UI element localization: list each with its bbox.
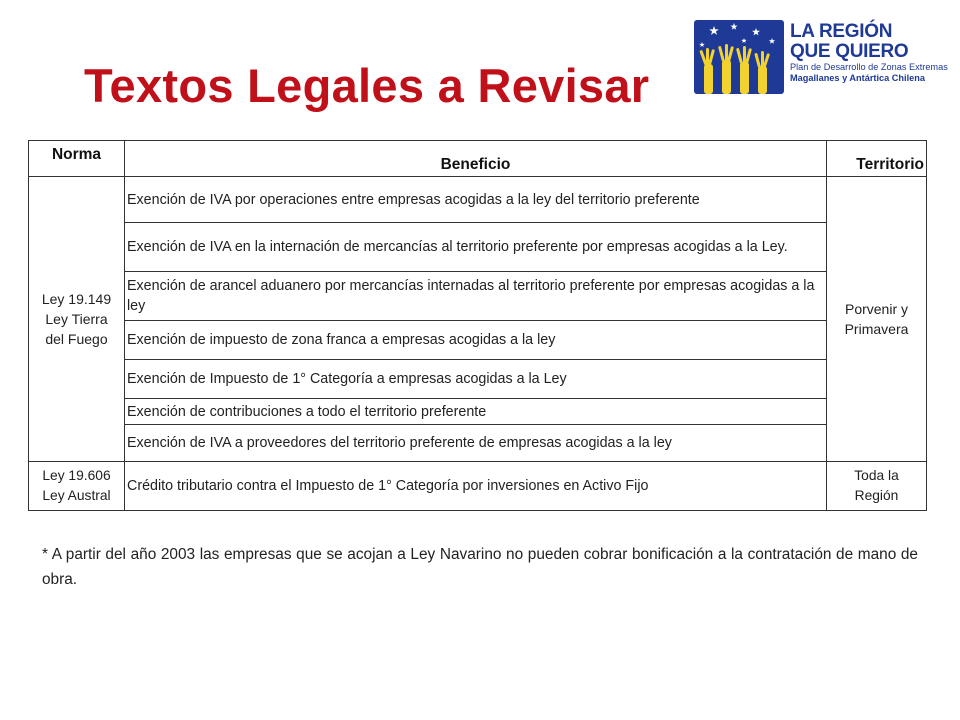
beneficio-cell: Exención de contribuciones a todo el territorio preferente (125, 399, 827, 425)
header-beneficio: Beneficio (125, 141, 827, 177)
logo (694, 20, 948, 94)
norma-ley-19149 (29, 177, 125, 462)
table-row (29, 177, 927, 223)
table-row (29, 399, 927, 425)
territorio-line: Región (854, 488, 899, 503)
logo-region: Magallanes y Antártica Chilena (790, 73, 925, 83)
norma-ley-19606 (29, 462, 125, 511)
territorio-porvenir-primavera (827, 177, 927, 462)
norma-line: Ley 19.606 (42, 468, 111, 483)
beneficio-cell: Crédito tributario contra el Impuesto de 1° Categoría por inversiones en Activo Fijo (125, 462, 827, 511)
table-row (29, 272, 927, 321)
territorio-line: Porvenir y (844, 301, 909, 317)
table-row (29, 462, 927, 511)
table-header-row (29, 141, 927, 177)
beneficio-cell: Exención de IVA a proveedores del territorio preferente de empresas acogidas a la ley (125, 425, 827, 462)
beneficio-cell: Exención de Impuesto de 1° Categoría a empresas acogidas a la Ley (125, 360, 827, 399)
header-norma: Norma (29, 141, 125, 177)
logo-title-line1: LA REGIÓN (790, 21, 893, 42)
norma-line: Ley Austral (42, 488, 111, 503)
beneficio-cell: Exención de IVA en la internación de mercancías al territorio preferente por empresas acogidas a la Ley. (125, 223, 827, 272)
legal-texts-table (28, 140, 927, 511)
hands-logo-icon (694, 20, 784, 94)
beneficio-cell: Exención de arancel aduanero por mercancías internadas al territorio preferente por empresas acogidas a la ley (125, 272, 827, 321)
table-row (29, 425, 927, 462)
logo-subtitle: Plan de Desarrollo de Zonas Extremas (790, 62, 948, 72)
page-title: Textos Legales a Revisar (84, 59, 650, 112)
territorio-toda-region (827, 462, 927, 511)
norma-line: Ley Tierra (45, 311, 108, 327)
beneficio-cell: Exención de IVA por operaciones entre empresas acogidas a la ley del territorio preferente (125, 177, 827, 223)
table-row (29, 223, 927, 272)
logo-title-line2: QUE QUIERO (790, 41, 909, 62)
table-row (29, 321, 927, 360)
territorio-line: Toda la (854, 468, 899, 483)
norma-line: Ley 19.149 (41, 291, 112, 307)
norma-line: del Fuego (45, 331, 108, 347)
header-territorio: Territorio (827, 141, 927, 177)
beneficio-cell: Exención de impuesto de zona franca a empresas acogidas a la ley (125, 321, 827, 360)
footnote: * A partir del año 2003 las empresas que se acojan a Ley Navarino no pueden cobrar bonificación a la contratación de mano de obra. (42, 546, 918, 588)
table-row (29, 360, 927, 399)
territorio-line: Primavera (844, 321, 909, 337)
